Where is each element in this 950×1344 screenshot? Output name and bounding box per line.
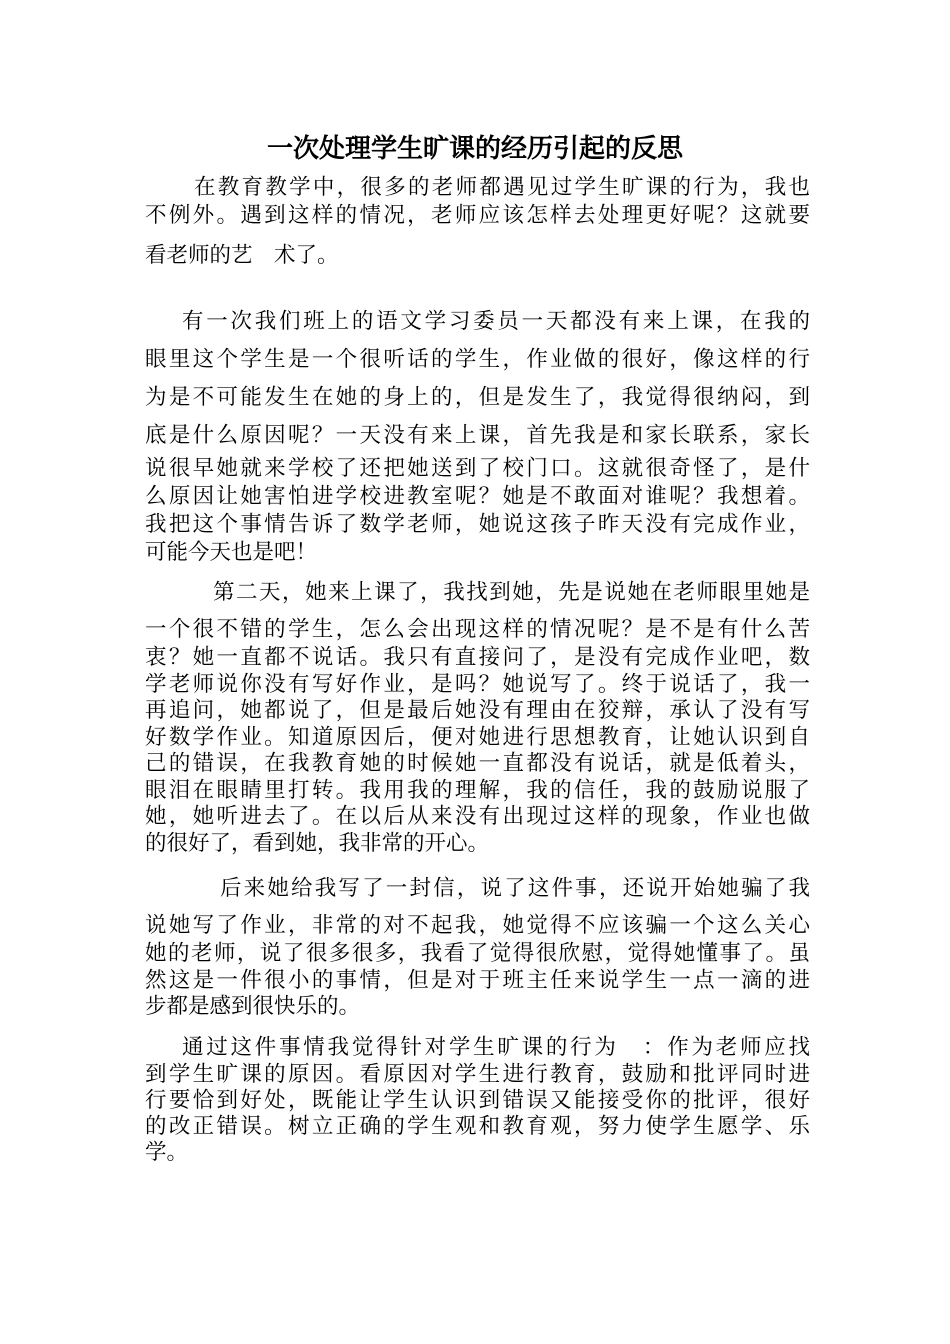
paragraph-line: 不例外。遇到这样的情况，老师应该怎样去处理更好呢？这就要 bbox=[145, 203, 810, 228]
paragraph-reflection bbox=[145, 1034, 810, 1166]
paragraph-line: 在教育教学中，很多的老师都遇见过学生旷课的行为，我也 bbox=[194, 175, 810, 200]
paragraph-line: 学。 bbox=[145, 1140, 189, 1165]
document-title: 一次处理学生旷课的经历引起的反思 bbox=[266, 134, 683, 164]
paragraph-line: 到学生旷课的原因。看原因对学生进行教育，鼓励和批评同时进 bbox=[145, 1062, 810, 1087]
paragraph-line: 的很好了，看到她，我非常的开心。 bbox=[145, 830, 490, 856]
paragraph-line: 然这是一件很小的事情，但是对于班主任来说学生一点一滴的进 bbox=[145, 967, 810, 993]
paragraph-line: 再追问，她都说了，但是最后她没有理由在狡辩，承认了没有写 bbox=[145, 698, 810, 723]
paragraph-line: 说很早她就来学校了还把她送到了校门口。这就很奇怪了，是什 bbox=[145, 456, 810, 481]
paragraph-line: 己的错误，在我教育她的时候她一直都没有说话，就是低着头， bbox=[145, 751, 810, 776]
paragraph-line: 有一次我们班上的语文学习委员一天都没有来上课，在我的 bbox=[182, 309, 810, 334]
paragraph-line: 看老师的艺 术了。 bbox=[145, 243, 339, 268]
paragraph-line: 眼里这个学生是一个很听话的学生，作业做的很好，像这样的行 bbox=[145, 347, 810, 372]
paragraph-line: 可能今天也是吧！ bbox=[145, 540, 318, 565]
paragraph-line: 她的老师，说了很多很多，我看了觉得很欣慰，觉得她懂事了。虽 bbox=[145, 941, 810, 966]
paragraph-line: 步都是感到很快乐的。 bbox=[145, 994, 361, 1019]
paragraph-line: 行要恰到好处，既能让学生认识到错误又能接受你的批评，很好 bbox=[145, 1088, 810, 1113]
paragraph-line: 好数学作业。知道原因后，便对她进行思想教育，让她认识到自 bbox=[145, 724, 810, 750]
paragraph-line: 后来她给我写了一封信，说了这件事，还说开始她骗了我 bbox=[220, 876, 810, 901]
paragraph-line: 的改正错误。树立正确的学生观和教育观，努力使学生愿学、乐 bbox=[145, 1114, 810, 1139]
paragraph-line: 我把这个事情告诉了数学老师，她说这孩子昨天没有完成作业， bbox=[145, 512, 810, 537]
paragraph-story-3 bbox=[145, 874, 810, 1021]
paragraph-line: 一个很不错的学生，怎么会出现这样的情况呢？是不是有什么苦 bbox=[145, 617, 810, 642]
paragraph-line: 眼泪在眼睛里打转。我用我的理解，我的信任，我的鼓励说服了 bbox=[145, 777, 810, 803]
paragraph-line: 她，她听进去了。在以后从来没有出现过这样的现象，作业也做 bbox=[145, 804, 810, 829]
paragraph-intro bbox=[145, 174, 810, 270]
paragraph-line: 为是不可能发生在她的身上的，但是发生了，我觉得很纳闷，到 bbox=[145, 385, 810, 410]
paragraph-line: 说她写了作业，非常的对不起我，她觉得不应该骗一个这么关心 bbox=[145, 913, 810, 938]
paragraph-line: 学老师说你没有写好作业，是吗？她说写了。终于说话了，我一 bbox=[145, 671, 810, 697]
paragraph-line: 通过这件事情我觉得针对学生旷课的行为 ：作为老师应找 bbox=[182, 1035, 810, 1060]
paragraph-line: 第二天，她来上课了，我找到她，先是说她在老师眼里她是 bbox=[213, 580, 810, 605]
paragraph-story-1 bbox=[145, 307, 810, 567]
paragraph-line: 么原因让她害怕进学校进教室呢？她是不敢面对谁呢？我想着。 bbox=[145, 484, 810, 509]
paragraph-story-2 bbox=[145, 578, 810, 857]
paragraph-line: 底是什么原因呢？一天没有来上课，首先我是和家长联系，家长 bbox=[145, 423, 810, 448]
paragraph-line: 衷？她一直都不说话。我只有直接问了，是没有完成作业吧，数 bbox=[145, 645, 810, 670]
